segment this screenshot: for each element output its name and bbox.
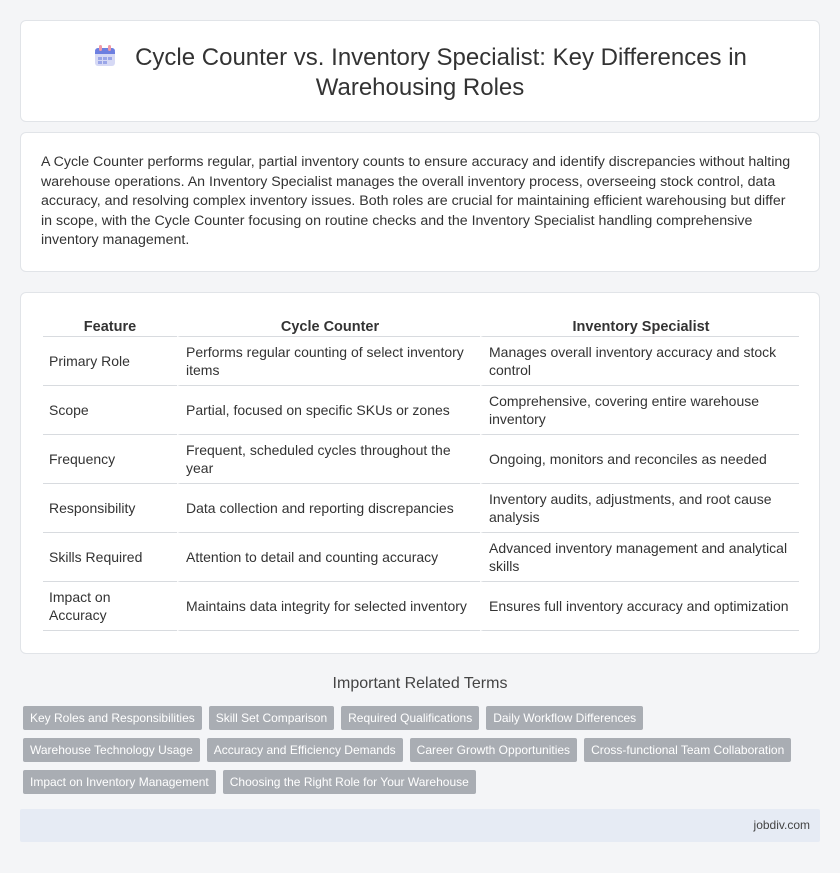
comparison-card — [20, 292, 820, 654]
table-row — [43, 582, 799, 631]
header-cycle-counter: Cycle Counter — [177, 315, 480, 337]
row-feature: Primary Role — [43, 337, 177, 386]
table-row — [43, 533, 799, 582]
tag-daily-workflow[interactable]: Daily Workflow Differences — [486, 706, 643, 730]
table-header-row — [43, 315, 799, 337]
title-line-1: Cycle Counter vs. Inventory Specialist: Key Differences in — [135, 44, 747, 71]
table-row — [43, 435, 799, 484]
tag-accuracy-efficiency[interactable]: Accuracy and Efficiency Demands — [207, 738, 403, 762]
tag-key-roles[interactable]: Key Roles and Responsibilities — [23, 706, 202, 730]
tag-cross-functional[interactable]: Cross-functional Team Collaboration — [584, 738, 791, 762]
header-card — [20, 20, 820, 122]
tag-inventory-impact[interactable]: Impact on Inventory Management — [23, 770, 216, 794]
row-inventory-specialist: Ensures full inventory accuracy and optimization — [480, 582, 799, 631]
row-inventory-specialist: Comprehensive, covering entire warehouse inventory — [480, 386, 799, 435]
tag-choosing-role[interactable]: Choosing the Right Role for Your Warehouse — [223, 770, 476, 794]
tag-career-growth[interactable]: Career Growth Opportunities — [410, 738, 577, 762]
row-cycle-counter: Maintains data integrity for selected inventory — [177, 582, 480, 631]
tag-qualifications[interactable]: Required Qualifications — [341, 706, 479, 730]
tag-skill-set[interactable]: Skill Set Comparison — [209, 706, 334, 730]
row-feature: Frequency — [43, 435, 177, 484]
row-cycle-counter: Attention to detail and counting accuracy — [177, 533, 480, 582]
row-cycle-counter: Performs regular counting of select inventory items — [177, 337, 480, 386]
calendar-icon — [93, 44, 117, 68]
row-inventory-specialist: Ongoing, monitors and reconciles as needed — [480, 435, 799, 484]
header-inventory-specialist: Inventory Specialist — [480, 315, 799, 337]
row-feature: Responsibility — [43, 484, 177, 533]
table-row — [43, 484, 799, 533]
table-row — [43, 337, 799, 386]
row-feature: Impact on Accuracy — [43, 582, 177, 631]
page-title — [21, 43, 819, 103]
row-feature: Scope — [43, 386, 177, 435]
row-inventory-specialist: Manages overall inventory accuracy and stock control — [480, 337, 799, 386]
row-cycle-counter: Frequent, scheduled cycles throughout the year — [177, 435, 480, 484]
related-terms-title: Important Related Terms — [332, 675, 508, 692]
header-feature: Feature — [43, 315, 177, 337]
title-line-2: Warehousing Roles — [315, 74, 525, 101]
row-inventory-specialist: Inventory audits, adjustments, and root cause analysis — [480, 484, 799, 533]
tag-warehouse-technology[interactable]: Warehouse Technology Usage — [23, 738, 200, 762]
comparison-table — [43, 315, 799, 631]
row-cycle-counter: Data collection and reporting discrepancies — [177, 484, 480, 533]
intro-text: A Cycle Counter performs regular, partial inventory counts to ensure accuracy and identify discrepancies without halting warehouse operations. An Inventory Specialist manages the overall inventory process, overseeing stock control, data accuracy, and resolving complex inventory issues. Both roles are crucial for maintaining efficient warehousing but differ in scope, with the Cycle Counter focusing on routine checks and the Inventory Specialist handling comprehensive inventory management. — [41, 154, 791, 249]
footer — [20, 809, 820, 842]
row-inventory-specialist: Advanced inventory management and analytical skills — [480, 533, 799, 582]
intro-card — [20, 132, 820, 272]
footer-site-link[interactable]: jobdiv.com — [753, 818, 810, 832]
row-feature: Skills Required — [43, 533, 177, 582]
related-terms-tags — [23, 706, 803, 794]
row-cycle-counter: Partial, focused on specific SKUs or zones — [177, 386, 480, 435]
table-row — [43, 386, 799, 435]
